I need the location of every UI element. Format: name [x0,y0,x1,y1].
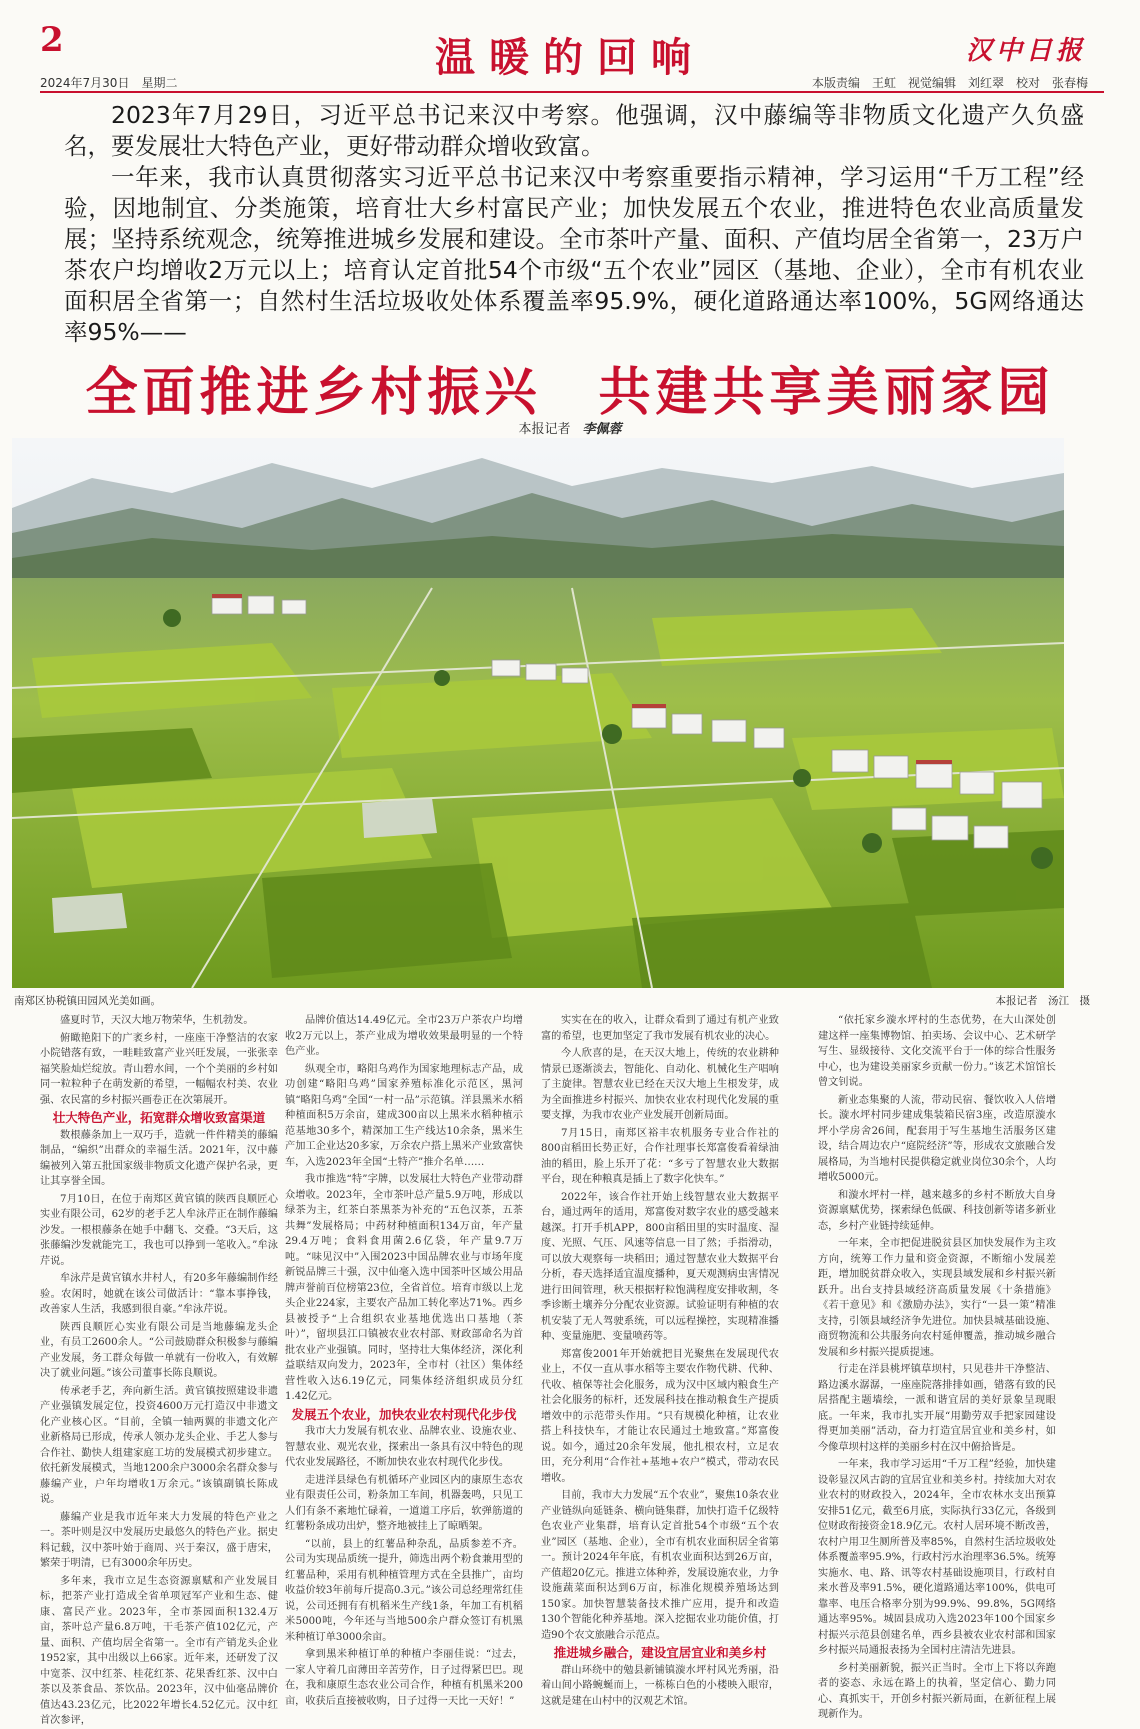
article-column-3 [541,1013,779,1707]
lead-paragraph: 2023年7月29日，习近平总书记来汉中考察。他强调，汉中藤编等非物质文化遗产久负盛名，要发展壮大特色产业，更好带动群众增收致富。 [64,101,1084,160]
photo-caption: 南郑区协税镇田园风光美如画。 [14,995,161,1007]
body-paragraph: 传承老手艺，奔向新生活。黄官镇按照建设非遗产业强镇发展定位，投资4600万元打造汉中非遗文化产业核心区。“目前，全镇一轴两翼的非遗文化产业新格局已形成，传承人领办龙头企业、手艺人参与合作社、勤快人组建家庭工坊的发展模式初步建立。依托新发展模式，当地1200余户3000余名群众参与藤编产业，户年均增收1万余元。”该镇副镇长陈成说。 [40,1385,278,1505]
body-paragraph: 实实在在的收入，让群众看到了通过有机产业致富的希望，也更加坚定了我市发展有机农业的决心。 [541,1015,779,1042]
body-paragraph: 2022年，该合作社开始上线智慧农业大数据平台，通过两年的适用，郑富俊对数字农业的感受越来越深。打开手机APP，800亩稻田里的实时温度、湿度、光照、气压、风速等信息一目了然；手指滑动，可以放大观察每一块稻田；通过智慧农业大数据平台分析，春天选择适宜温度播种，夏天观测病虫害情况进行田间管理，秋天根据籽粒饱满程度安排收割，冬季诊断土壤养分分配农业资源。试验证明有种植的农机安装了无人驾驶系统，可以远程操控，实现精准播种、变量施肥、变量喷药等。 [541,1191,779,1342]
masthead [0,0,1140,95]
body-paragraph: 走进洋县绿色有机循环产业园区内的康原生态农业有限责任公司，粉条加工车间，机器轰鸣，只见工人们有条不紊地忙碌着，一道道工序后，软弹筋道的红薯粉条成功出炉，整齐地被挂上了晾晒架。 [285,1474,523,1532]
body-paragraph: 群山环绕中的勉县新铺镇漩水坪村风光秀丽，沿着山间小路蜿蜒而上，一栋栋白色的小楼映入眼帘，这就是建在山村中的汉观艺术馆。 [541,1664,779,1707]
issue-date: 2024年7月30日 星期二 [40,76,178,90]
page-number: 2 [40,20,64,60]
paper-logo: 汉中日报 [965,36,1086,66]
body-paragraph: 行走在洋县桃坪镇草坝村，只见巷井干净整洁、路边溪水潺潺，一座座院落排排如画，错落有致的民居搭配主题墙绘，一派和谐宜居的美好景象呈现眼底。一年来，我市扎实开展“用勤劳双手把家园建设得更加美丽”活动，奋力打造宜居宜业和美乡村，如今像草坝村这样的美丽乡村在汉中俯拾皆是。 [818,1364,1056,1453]
body-paragraph: 我市大力发展有机农业、品牌农业、设施农业、智慧农业、观光农业，探索出一条具有汉中特色的现代农业发展路径，不断加快农业农村现代化步伐。 [285,1426,523,1468]
body-paragraph: 一年来，我市学习运用“千万工程”经验，加快建设彰显汉风古韵的宜居宜业和美乡村。持续加大对农业农村的财政投入，2024年，全市农林水支出预算安排51亿元，截至6月底，实际执行33亿元，各级到位财政衔接资金18.9亿元。农村人居环境不断改善，农村户用卫生厕所普及率85%，自然村生活垃圾收处体系覆盖率95.9%，行政村污水治理率36.5%。统筹实施水、电、路、讯等农村基础设施项目，行政村自来水普及率91.5%，硬化道路通达率100%，供电可靠率、电压合格率分别为99.9%、99.8%，5G网络通达率95%。城固县成功入选2023年100个国家乡村振兴示范县创建名单，西乡县被农业农村部和国家乡村振兴局通报表扬为全国村庄清洁先进县。 [818,1459,1056,1656]
body-paragraph: 和漩水坪村一样，越来越多的乡村不断放大自身资源禀赋优势，探索绿色低碳、科技创新等诸多新业态，乡村产业链持续延伸。 [818,1189,1056,1232]
body-paragraph: 盛夏时节，天汉大地万物荣华，生机勃发。 [60,1015,254,1026]
section-subhead: 发展五个农业，加快农业农村现代化步伐 [291,1406,517,1422]
body-paragraph: 俯瞰艳阳下的广袤乡村，一座座干净整洁的农家小院错落有致，一畦畦致富产业兴旺发展，一张张幸福笑脸灿烂绽放。青山碧水间，一个个美丽的乡村如同一粒粒种子在萌发新的希望，一幅幅农村美、农业强、农民富的乡村振兴画卷正在次第展开。 [40,1032,278,1106]
body-paragraph: 一年来，全市把促进脱贫县区加快发展作为主攻方向，统筹工作力量和资金资源，不断缩小发展差距，增加脱贫群众收入，实现县域发展和乡村振兴新跃升。出台支持县域经济高质量发展《十条措施》《若干意见》和《激励办法》，实行“一县一策”精准支持，引领县域经济争先进位。加快县城基础设施、商贸物流和公共服务向农村延伸覆盖，推动城乡融合发展和乡村振兴提质提速。 [818,1238,1056,1358]
farmland-illustration [12,438,1064,988]
body-paragraph: 陕西良顺匠心实业有限公司是当地藤编龙头企业，有员工2600余人。“公司鼓励群众积极参与藤编产业发展，务工群众每做一单就有一份收入，有效解决了就业问题。”该公司董事长陈良顺说。 [40,1321,278,1379]
body-paragraph: 目前，我市大力发展“五个农业”，聚焦10条农业产业链纵向延链条、横向链集群，加快打造千亿级特色农业产业集群，培育认定首批54个市级“五个农业”园区（基地、企业），全市有机农业面积居全省第一。预计2024年年底，有机农业面积达到26万亩，产值超20亿元。推进立体种养，发展设施农业，力争设施蔬菜面积达到6万亩，标准化规模养殖场达到150家。加快智慧装备技术推广应用，提升和改造130个智能化种养基地。深入挖掘农业功能价值，打造90个农文旅融合示范点。 [541,1490,779,1641]
body-paragraph: 牟泳芹是黄官镇水井村人，有20多年藤编制作经验。农闲时，她就在该公司做活计：“靠本事挣钱，改善家人生活，我感到很自豪。”牟泳芹说。 [40,1273,278,1315]
body-paragraph: 拿到黑米种植订单的种植户李丽佳说：“过去，一家人守着几亩薄田辛苦劳作，日子过得紧巴巴。现在，我和康原生态农业公司合作，种植有机黑米200亩，收获后直接被收购，日子过得一天比一天好！” [285,1649,523,1707]
section-subhead: 壮大特色产业，拓宽群众增收致富渠道 [52,1110,266,1125]
body-paragraph: 多年来，我市立足生态资源禀赋和产业发展目标，把茶产业打造成全省单项冠军产业和生态、健康、富民产业。2023年，全市茶园面积132.4万亩，茶叶总产量6.8万吨，干毛茶产值102亿元，产量、面积、产值均居全省第一。全市有产销龙头企业1952家，其中出级以上66家。近年来，还研发了汉中宽茶、汉中红茶、桂花红茶、花果香红茶、汉中白茶以及茶食品、茶饮品。2023年，汉中仙毫品牌价值达43.23亿元，比2022年增长4.52亿元。汉中红首次参评， [40,1575,278,1726]
body-paragraph: 今人欣喜的是，在天汉大地上，传统的农业耕种情景已逐渐淡去，智能化、自动化、机械化生产唱响了主旋律。智慧农业已经在天汉大地上生根发芽，成为全面推进乡村振兴、加快农业农村现代化发展的重要支撑，为我市农业产业发展开创新局面。 [541,1048,779,1121]
body-paragraph: 品牌价值达14.49亿元。全市23万户茶农户均增收2万元以上，茶产业成为增收效果最明显的一个特色产业。 [285,1015,523,1057]
body-paragraph: 乡村美丽新貌，振兴正当时。全市上下将以奔跑者的姿态、永远在路上的执着，坚定信心、勤力同心、真抓实干，开创乡村振兴新局面，在新征程上展现新作为。 [818,1662,1056,1720]
body-paragraph: 数根藤条加上一双巧手，造就一件件精美的藤编制品，“编织”出群众的幸福生活。2021年，汉中藤编被列入第五批国家级非物质文化遗产保护名录，更让其享誉全国。 [40,1129,278,1187]
body-paragraph: 藤编产业是我市近年来大力发展的特色产业之一。茶叶则是汉中发展历史最悠久的特色产业。据史料记载，汉中茶叶始于商周、兴于秦汉，盛于唐宋，繁荣于明清，已有3000余年历史。 [40,1511,278,1569]
section-title: 温暖的回响 [435,35,705,81]
article-column-4 [818,1013,1056,1720]
byline-prefix: 本报记者 [518,422,571,437]
article-column-2 [285,1013,523,1707]
body-paragraph: 郑富俊2001年开始就把目光聚焦在发展现代农业上，不仅一直从事水稻等主要农作物代耕、代种、代收、植保等社会化服务，成为汉中区域内粮食生产社会化服务的标杆，还发展科技在推动粮食生产提质增效中的示范带头作用。“只有规模化种植，让农业搭上科技快车，才能让农民通过土地致富。”郑富俊说。如今，通过20余年发展，他扎根农村，立足农田，充分利用“合作社+基地+农户”模式，带动农民增收。 [541,1348,779,1484]
section-subhead: 推进城乡融合，建设宜居宜业和美乡村 [553,1645,767,1660]
body-paragraph: 新业态集聚的人流，带动民宿、餐饮收入人倍增长。漩水坪村同步建成集装箱民宿3座，改造原漩水坪小学房舍26间，配套用于写生基地生活服务区建设，结合周边农户“庭院经济”等，形成农文旅融合发展格局，为当地村民提供稳定就业岗位30余个，人均增收5000元。 [818,1094,1056,1183]
body-paragraph: 纵观全市，略阳乌鸡作为国家地理标志产品，成功创建“略阳乌鸡”国家养殖标准化示范区，黑河镇“略阳乌鸡”全国“一村一品”示范镇。洋县黑米水稻种植面积5万余亩，建成300亩以上黑米水稻种植示范基地30多个，精深加工生产线达10余条，黑米生产加工企业达20多家，万余农户搭上黑米产业致富快车，入选2023年全国“土特产”推介名单…… [285,1063,523,1168]
byline [0,418,1140,437]
header-rule [40,91,1104,93]
body-paragraph: 7月10日，在位于南郑区黄官镇的陕西良顺匠心实业有限公司，62岁的老手艺人牟泳芹正在制作藤编沙发。一根根藤条在她手中翻飞、交叠。“3天后，这张藤编沙发就能完工，我也可以挣到一笔收入。”牟泳芹说。 [40,1193,278,1267]
editors-line: 本版责编 王虹 视觉编辑 刘红翠 校对 张春梅 [811,76,1088,90]
lead-paragraph: 一年来，我市认真贯彻落实习近平总书记来汉中考察重要指示精神，学习运用“千万工程”经验，因地制宜、分类施策，培育壮大乡村富民产业；加快发展五个农业，推进特色农业高质量发展；坚持系统观念，统筹推进城乡发展和建设。全市茶叶产量、面积、产值均居全省第一，23万户茶农户均增收2万元以上；培育认定首批54个市级“五个农业”园区（基地、企业），全市有机农业面积居全省第一；自然村生活垃圾收处体系覆盖率95.9%，硬化道路通达率100%，5G网络通达率95%—— [64,163,1084,346]
byline-name: 李佩蓉 [582,422,622,437]
photo-credit: 本报记者 汤江 摄 [995,995,1090,1007]
lead-paragraphs [64,100,1084,348]
body-paragraph: 7月15日，南郑区裕丰农机服务专业合作社的800亩稻田长势正好，合作社理事长郑富俊看着绿油油的稻田，脸上乐开了花：“多亏了智慧农业大数据平台，现在种粮真是插上了数字化快车。” [541,1127,779,1185]
farmland-photo [12,438,1064,988]
body-paragraph: “依托家乡漩水坪村的生态优势，在大山深处创建这样一座集博物馆、拍卖场、会议中心、艺术研学写生、显级接待、文化交流平台于一体的综合性服务中心，也为建设美丽家乡贡献一份力。”该艺术馆馆长曾文钊说。 [818,1015,1056,1088]
article-column-1 [40,1013,278,1726]
body-paragraph: 我市推选“特”字牌，以发展壮大特色产业带动群众增收。2023年，全市茶叶总产量5.9万吨，形成以绿茶为主，红茶白茶黑茶为补充的“五色汉茶，五茶共舞”发展格局；中药材种植面积134万亩，年产量29.4万吨；食料食用菌2.6亿袋，年产量9.7万吨。“味见汉中”入围2023中国品牌农业与市场年度新锐品牌三十强，汉中仙毫入选中国茶叶区域公用品牌声誉前百位榜第23位，全省首位。培育市级以上龙头企业224家，主要农产品加工转化率达71%。西乡县被授予“上合组织农业基地优选出口基地（茶叶）”，留坝县江口镇被农业农村部、财政部命名为首批农业产业强镇。同时，坚持壮大集体经济，深化利益联结双向发力，2023年，全市村（社区）集体经营性收入达6.19亿元，同集体经济组织成员分红1.42亿元。 [285,1174,523,1402]
main-headline: 全面推进乡村振兴 共建共享美丽家园 [85,363,1055,423]
body-paragraph: “以前，县上的红薯品种杂乱，品质参差不齐。公司为实现品质统一提升，筛选出两个粉食兼用型的红薯品种，采用有机种植管理方式在全县推广，亩均收益价较3年前每斤提高0.3元。”该公司总经理常红佳说，公司还拥有有机稻米生产线1条，年加工有机稻米5000吨，今年还与当地500余户群众签订有机黑米种植订单3000余亩。 [285,1538,523,1643]
